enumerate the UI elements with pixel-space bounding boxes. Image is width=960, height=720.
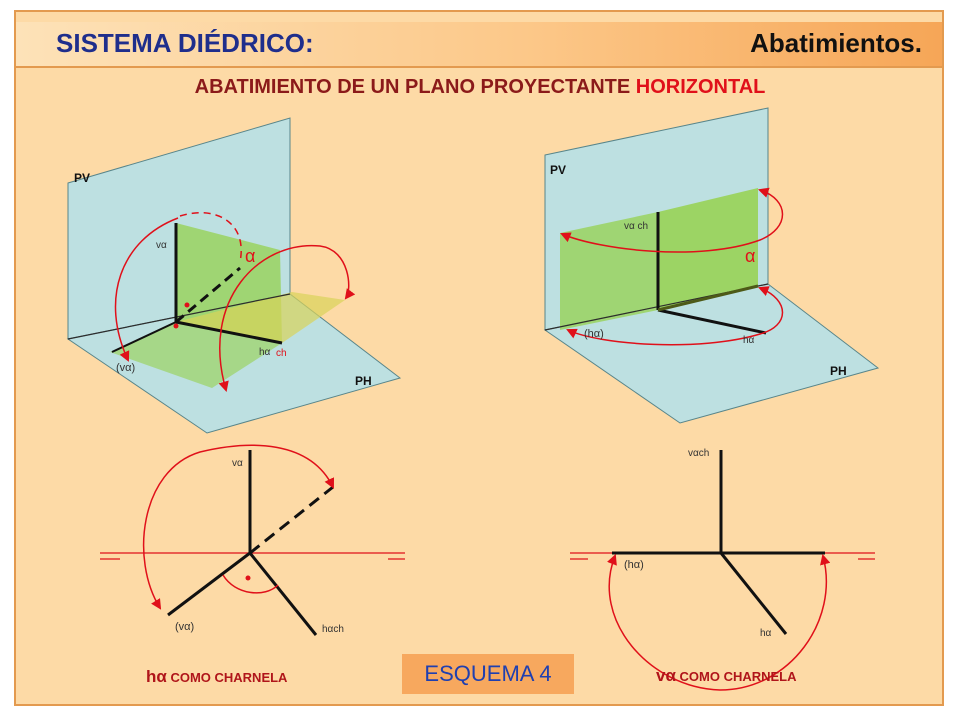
subtitle-part2: HORIZONTAL (635, 76, 766, 98)
label-vach: vαch (688, 448, 710, 459)
label-ha-paren: (hα) (624, 559, 644, 571)
title-right: Abatimientos. (750, 28, 922, 58)
dot-2 (174, 324, 179, 329)
label-ch: ch (276, 348, 287, 359)
scheme-bottom-right (570, 448, 875, 690)
ha-trace (721, 553, 786, 634)
label-pv: PV (74, 171, 91, 185)
label-ph: PH (830, 364, 847, 378)
subtitle-part1: ABATIMIENTO DE UN PLANO PROYECTANTE (194, 76, 636, 98)
label-alpha: α (245, 246, 256, 266)
esquema-label: ESQUEMA 4 (402, 654, 574, 694)
view-top-left (68, 118, 400, 433)
va-rotated (168, 553, 250, 615)
dot (246, 576, 251, 581)
title-left: SISTEMA DIÉDRICO: (56, 28, 314, 58)
ha-trace (250, 553, 316, 635)
caption-left-text: COMO CHARNELA (166, 670, 288, 685)
caption-left-symbol: hα (146, 667, 167, 686)
label-alpha: α (745, 246, 756, 266)
caption-right-symbol: vα (656, 666, 676, 685)
label-va-paren: (vα) (116, 362, 136, 374)
dot-1 (185, 303, 190, 308)
label-ph: PH (355, 374, 372, 388)
label-ha: hα (743, 335, 755, 346)
scheme-bottom-left (100, 445, 405, 635)
label-va: vα (232, 458, 243, 469)
label-va-ch: vα ch (624, 221, 649, 232)
arc-big (144, 445, 333, 608)
caption-right-text: COMO CHARNELA (675, 669, 797, 684)
label-ha-paren: (hα) (584, 328, 604, 340)
label-pv: PV (550, 163, 567, 177)
label-ha: hα (259, 347, 271, 358)
label-ha: hα (760, 628, 772, 639)
label-va: vα (156, 240, 167, 251)
label-va-paren: (vα) (175, 621, 195, 633)
caption-left (146, 667, 287, 687)
label-hach: hαch (322, 624, 344, 635)
caption-right (656, 666, 797, 686)
dashed-line (250, 487, 333, 553)
view-top-right (545, 108, 878, 423)
